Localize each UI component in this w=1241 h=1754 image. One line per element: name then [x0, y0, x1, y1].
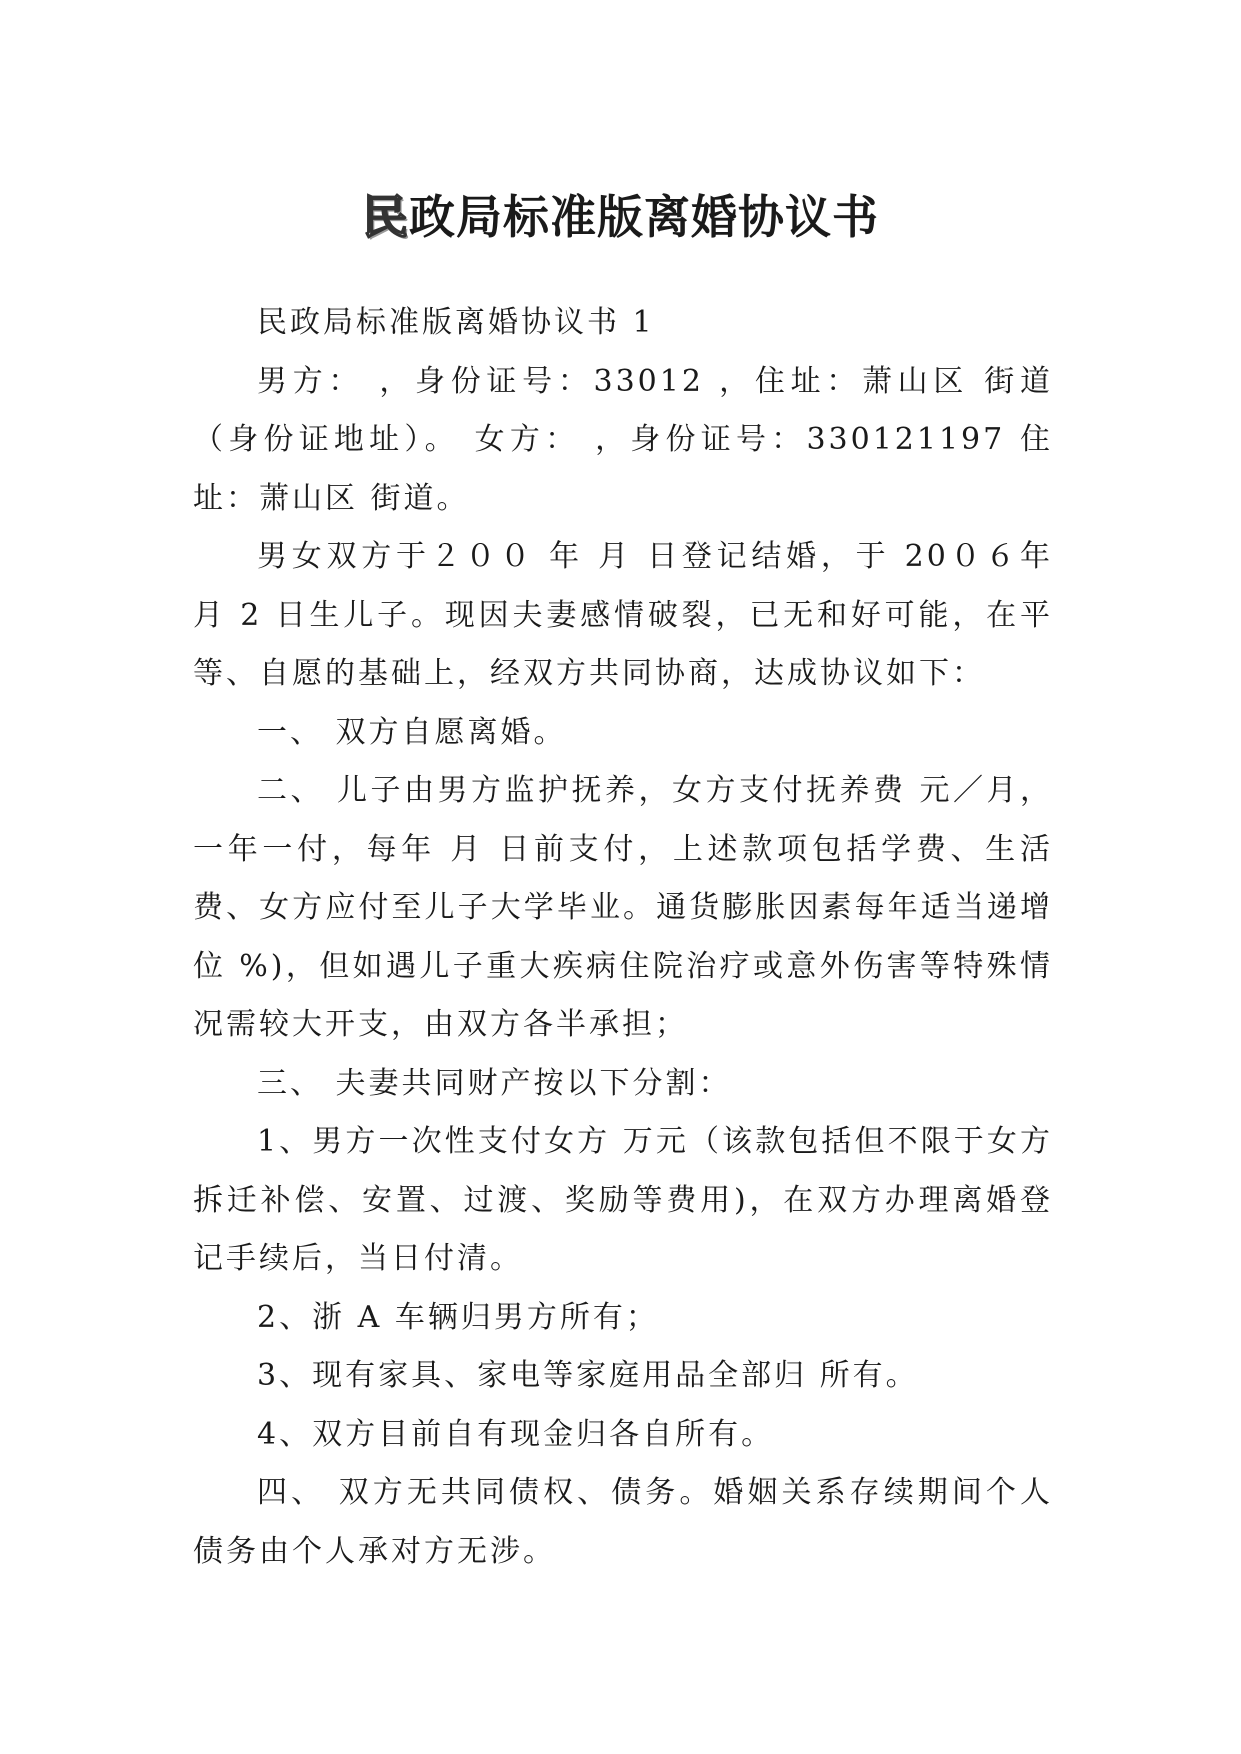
clause-4-paragraph: 四、 双方无共同债权、债务。婚姻关系存续期间个人债务由个人承对方无涉。: [193, 1475, 1053, 1569]
clause-3-item-4: 4、双方目前自有现金归各自所有。: [257, 1416, 775, 1452]
clause-2-paragraph: 二、 儿子由男方监护抚养，女方支付抚养费 元／月，一年一付，每年 月 日前支付，上述款项包括学费、生活费、女方应付至儿子大学毕业。通货膨胀因素每年适当递增位 %)，但如遇儿子重大疾病住院治疗或意外伤害等特殊情况需较大开支，由双方各半承担；: [193, 773, 1053, 1042]
clause-3-paragraph: 三、 夫妻共同财产按以下分割：: [257, 1065, 732, 1101]
subtitle-paragraph: 民政局标准版离婚协议书 1: [257, 305, 655, 340]
document-body: [193, 294, 1053, 1581]
marriage-paragraph: 男女双方于２００ 年 月 日登记结婚，于 20０６年 月 2 日生儿子。现因夫妻感情破裂，已无和好可能，在平等、自愿的基础上，经双方共同协商，达成协议如下：: [193, 539, 1053, 691]
parties-paragraph: 男方： ，身份证号：33012 ，住址：萧山区 街道（身份证地址）。 女方： ，身份证号：330121197 住址：萧山区 街道。: [193, 363, 1053, 516]
clause-3-item-1: 1、男方一次性支付女方 万元（该款包括但不限于女方拆迁补偿、安置、过渡、奖励等费用)，在双方办理离婚登记手续后，当日付清。: [193, 1124, 1053, 1276]
document-title: [0, 189, 1241, 245]
clause-3-item-3: 3、现有家具、家电等家庭用品全部归 所有。: [257, 1358, 919, 1393]
title-rest: 政局标准版离婚协议书: [409, 189, 879, 244]
title-first-char: 民: [362, 189, 409, 244]
clause-3-item-2: 2、浙 A 车辆归男方所有；: [257, 1299, 659, 1335]
clause-1-paragraph: 一、 双方自愿离婚。: [257, 714, 567, 750]
